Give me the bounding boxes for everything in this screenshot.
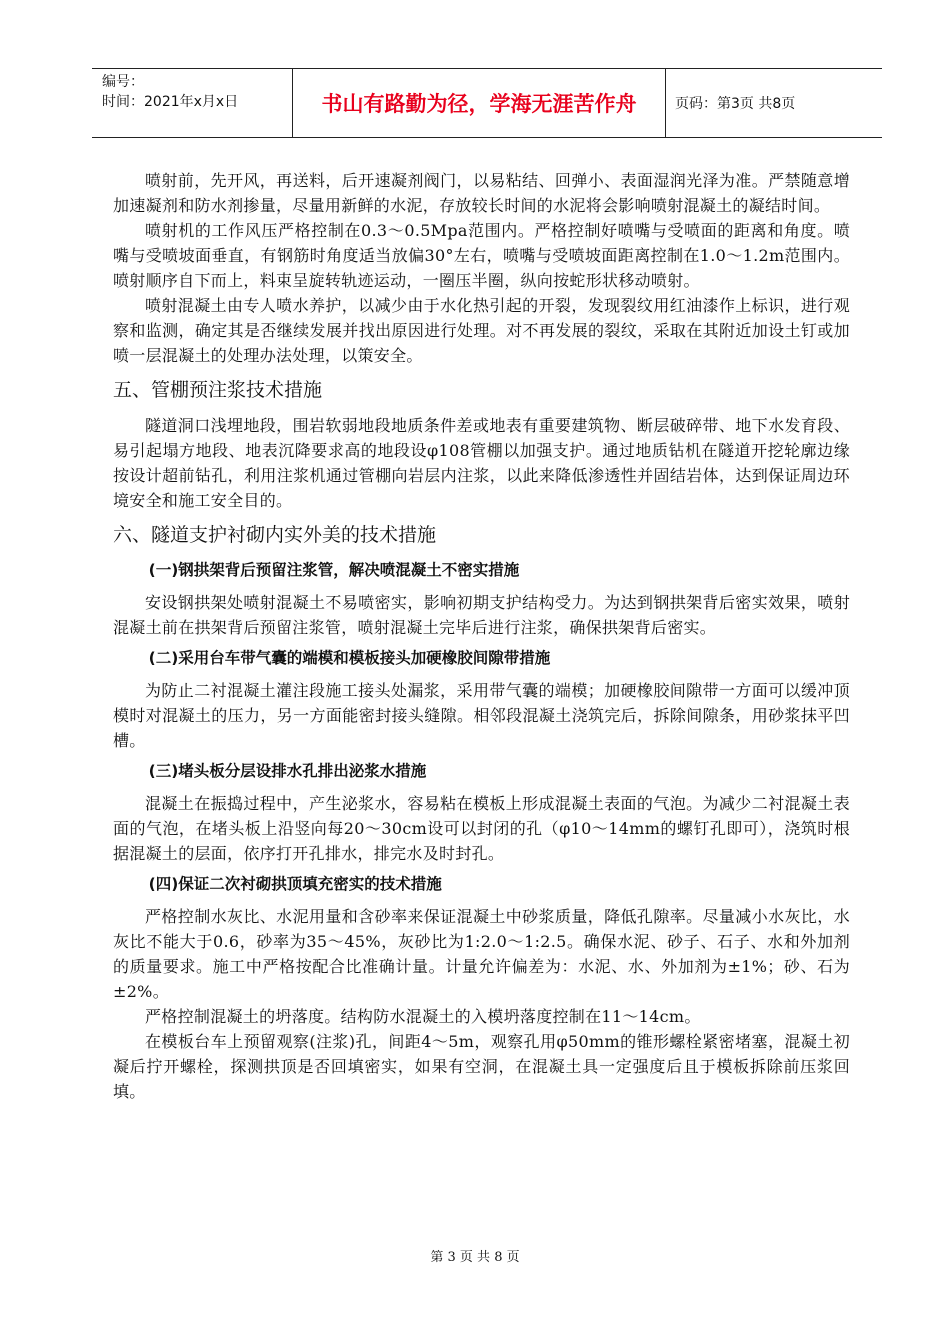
paragraph: 混凝土在振捣过程中，产生泌浆水，容易粘在模板上形成混凝土表面的气泡。为减少二衬混凝土表面的气泡，在堵头板上沿竖向每20～30cm设可以封闭的孔（φ10～14mm的螺钉孔即可），浇筑时根据混凝土的层面，依序打开孔排水，排完水及时封孔。 — [113, 794, 850, 863]
document-date-label: 时间：2021年x月x日 — [102, 94, 239, 110]
subsection-heading-1: (一)钢拱架背后预留注浆管，解决喷混凝土不密实措施 — [148, 561, 520, 579]
paragraph: 喷射前，先开风，再送料，后开速凝剂阀门，以易粘结、回弹小、表面湿润光泽为准。严禁随意增加速凝剂和防水剂掺量，尽量用新鲜的水泥，存放较长时间的水泥将会影响喷射混凝土的凝结时间。 — [113, 171, 850, 215]
paragraph: 喷射机的工作风压严格控制在0.3～0.5Mpa范围内。严格控制好喷嘴与受喷面的距离和角度。喷嘴与受喷坡面垂直，有钢筋时角度适当放偏30°左右，喷嘴与受喷坡面距离控制在1.0～1.2m范围内。喷射顺序自下而上，料束呈旋转轨迹运动，一圈压半圈，纵向按蛇形状移动喷射。 — [113, 221, 850, 290]
subsection-heading-4: (四)保证二次衬砌拱顶填充密实的技术措施 — [148, 875, 442, 893]
paragraph: 为防止二衬混凝土灌注段施工接头处漏浆，采用带气囊的端模；加硬橡胶间隙带一方面可以缓冲顶模时对混凝土的压力，另一方面能密封接头缝隙。相邻段混凝土浇筑完后，拆除间隙条，用砂浆抹平凹槽。 — [113, 681, 850, 750]
paragraph: 严格控制水灰比、水泥用量和含砂率来保证混凝土中砂浆质量，降低孔隙率。尽量减小水灰比，水灰比不能大于0.6，砂率为35～45%，灰砂比为1:2.0～1:2.5。确保水泥、砂子、石子、水和外加剂的质量要求。施工中严格按配合比准确计量。计量允许偏差为：水泥、水、外加剂为±1%；砂、石为±2%。 — [113, 907, 850, 1001]
header-motto: 书山有路勤为径，学海无涯苦作舟 — [292, 69, 666, 137]
page-footer: 第 3 页 共 8 页 — [430, 1250, 520, 1265]
document-number-label: 编号： — [102, 74, 144, 90]
header-page-info: 页码：第3页 共8页 — [675, 96, 796, 112]
paragraph: 安设钢拱架处喷射混凝土不易喷密实，影响初期支护结构受力。为达到钢拱架背后密实效果，喷射混凝土前在拱架背后预留注浆管，喷射混凝土完毕后进行注浆，确保拱架背后密实。 — [113, 593, 850, 637]
section-heading-5: 五、管棚预注浆技术措施 — [113, 379, 323, 401]
paragraph: 隧道洞口浅埋地段，围岩软弱地段地质条件差或地表有重要建筑物、断层破碎带、地下水发育段、易引起塌方地段、地表沉降要求高的地段设φ108管棚以加强支护。通过地质钻机在隧道开挖轮廓边缘按设计超前钻孔，利用注浆机通过管棚向岩层内注浆，以此来降低渗透性并固结岩体，达到保证周边环境安全和施工安全目的。 — [113, 416, 850, 510]
paragraph: 在模板台车上预留观察(注浆)孔，间距4～5m，观察孔用φ50mm的锥形螺栓紧密堵塞，混凝土初凝后拧开螺栓，探测拱顶是否回填密实，如果有空洞，在混凝土具一定强度后且于模板拆除前压浆回填。 — [113, 1032, 850, 1101]
header-meta — [92, 69, 292, 137]
section-heading-6: 六、隧道支护衬砌内实外美的技术措施 — [113, 524, 437, 546]
subsection-heading-2: (二)采用台车带气囊的端模和模板接头加硬橡胶间隙带措施 — [148, 649, 551, 667]
page-header — [92, 68, 882, 138]
subsection-heading-3: (三)堵头板分层设排水孔排出泌浆水措施 — [148, 762, 427, 780]
paragraph: 严格控制混凝土的坍落度。结构防水混凝土的入模坍落度控制在11～14cm。 — [145, 1007, 701, 1026]
paragraph: 喷射混凝土由专人喷水养护，以减少由于水化热引起的开裂，发现裂纹用红油漆作上标识，进行观察和监测，确定其是否继续发展并找出原因进行处理。对不再发展的裂纹，采取在其附近加设土钉或加喷一层混凝土的处理办法处理，以策安全。 — [113, 296, 850, 365]
document-body — [113, 168, 850, 1104]
